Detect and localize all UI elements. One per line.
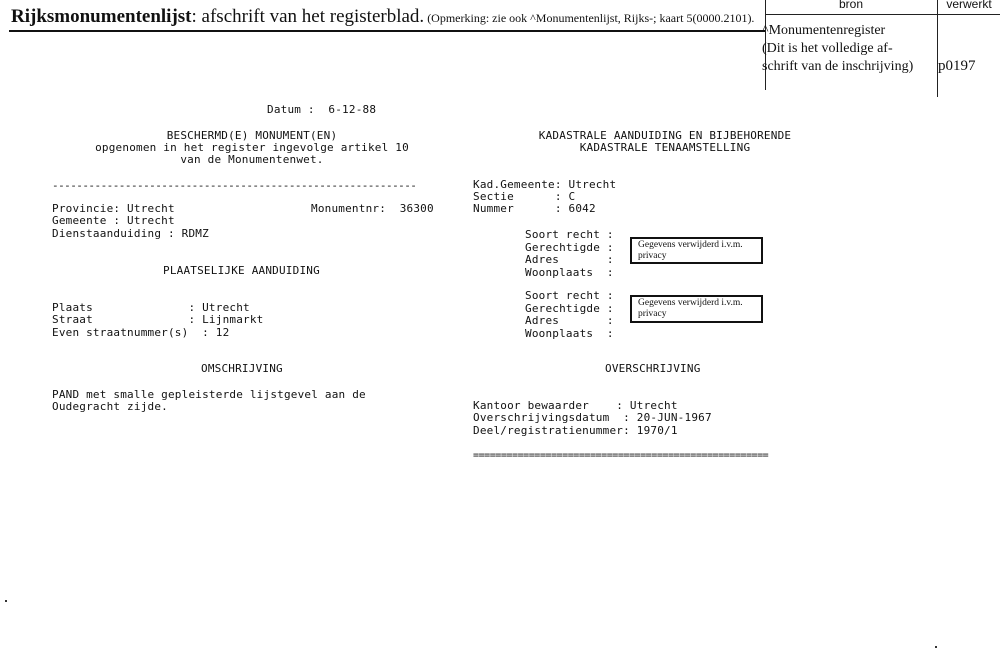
gemeente-field: Gemeente : Utrecht: [52, 214, 175, 227]
plaats-field: Plaats : Utrecht: [52, 301, 250, 314]
left-heading-line-3: van de Monumentenwet.: [180, 153, 324, 166]
even-straatnummers-field: Even straatnummer(s) : 12: [52, 326, 230, 339]
privacy-redaction-box-2: Gegevens verwijderd i.v.m. privacy: [630, 295, 763, 323]
plaatselijke-aanduiding-heading: PLAATSELIJKE AANDUIDING: [163, 264, 320, 277]
kantoor-bewaarder-field: Kantoor bewaarder : Utrecht: [473, 399, 678, 412]
owner-block-1-labels: Soort recht : Gerechtigde : Adres : Woonplaats :: [525, 228, 614, 279]
register-box-header-rule: [765, 14, 1000, 15]
dienstaanduiding-field: Dienstaanduiding : RDMZ: [52, 227, 209, 240]
register-entry-line-1: ^Monumentenregister: [762, 23, 886, 38]
nummer-field: Nummer : 6042: [473, 202, 596, 215]
header-rule: [9, 30, 765, 32]
page-title: [11, 6, 754, 28]
kad-gemeente-field: Kad.Gemeente: Utrecht: [473, 178, 617, 191]
left-heading-line-1: BESCHERMD(E) MONUMENT(EN): [166, 129, 338, 142]
overschrijvingsdatum-field: Overschrijvingsdatum : 20-JUN-1967: [473, 411, 712, 424]
omschrijving-heading: OMSCHRIJVING: [201, 362, 283, 375]
register-box-code: p0197: [938, 58, 976, 74]
provincie-field: Provincie: Utrecht: [52, 202, 175, 215]
dash-separator: ------------------------------------------------------------: [52, 179, 417, 192]
owner-block-2-labels: Soort recht : Gerechtigde : Adres : Woonplaats :: [525, 289, 614, 340]
omschrijving-line-2: Oudegracht zijde.: [52, 400, 168, 413]
right-heading-line-1: KADASTRALE AANDUIDING EN BIJBEHORENDE: [538, 129, 792, 142]
page-title-rest: : afschrift van het registerblad.: [191, 6, 425, 27]
sectie-field: Sectie : C: [473, 190, 576, 203]
page-title-bold: Rijksmonumentenlijst: [11, 6, 192, 27]
right-heading-line-2: KADASTRALE TENAAMSTELLING: [579, 141, 751, 154]
register-entry-line-2: (Dit is het volledige af-: [762, 41, 893, 56]
privacy-redaction-box-1: Gegevens verwijderd i.v.m. privacy: [630, 237, 763, 264]
register-entry-line-3: schrift van de inschrijving): [762, 59, 914, 74]
register-box-bron-header: bron: [838, 0, 864, 11]
register-box-verwerkt-header: verwerkt: [946, 0, 992, 11]
overschrijving-heading: OVERSCHRIJVING: [605, 362, 701, 375]
left-heading-line-2: opgenomen in het register ingevolge artikel 10: [95, 141, 409, 154]
scan-speck: [5, 600, 7, 602]
monumentnr-field: Monumentnr: 36300: [311, 202, 434, 215]
straat-field: Straat : Lijnmarkt: [52, 313, 264, 326]
datum-line: Datum : 6-12-88: [267, 103, 377, 116]
register-box-entry: [762, 22, 913, 76]
page-title-note: (Opmerking: zie ook ^Monumentenlijst, Rijks-; kaart 5(0000.2101).: [424, 11, 755, 25]
scan-speck: [935, 646, 937, 648]
omschrijving-line-1: PAND met smalle gepleisterde lijstgevel aan de: [52, 388, 366, 401]
deel-registratienummer-field: Deel/registratienummer: 1970/1: [473, 424, 678, 437]
equals-separator: =====================================================: [473, 450, 769, 461]
